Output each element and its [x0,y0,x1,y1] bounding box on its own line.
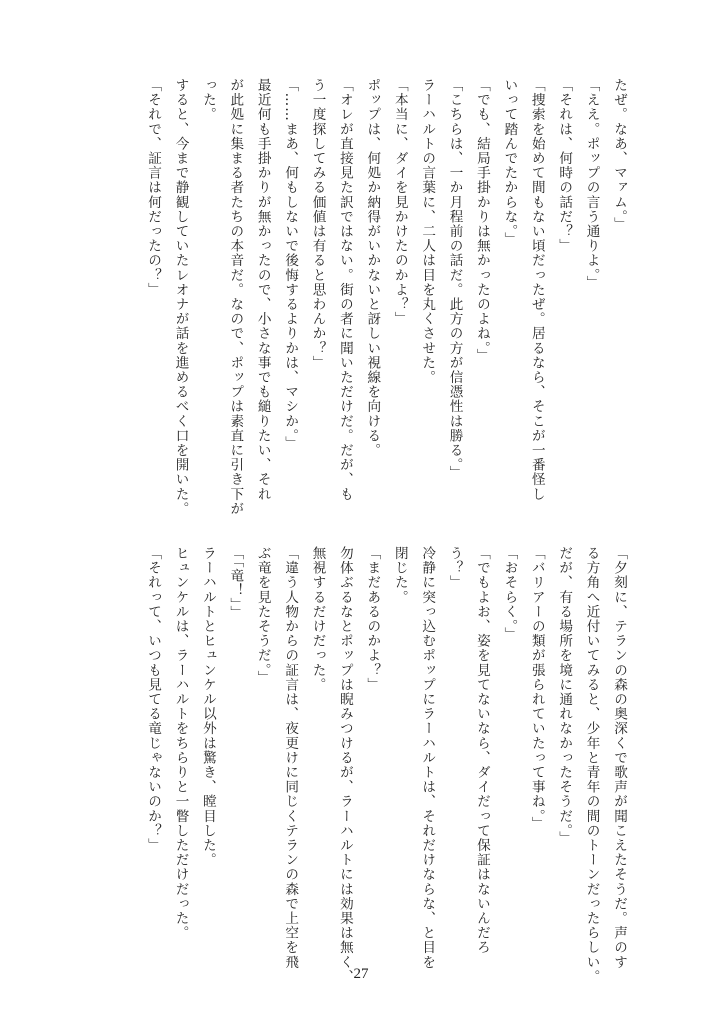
text-line: ぶ竜を見たそうだ。」 [254,546,271,686]
text-line: だが、有る場所を境に通れなかったそうだ。」 [556,546,573,846]
text-line: 「本当に、ダイを見かけたのかよ？」 [391,78,408,327]
text-line: が此処に集まる者たちの本音だ。なので、ポップは素直に引き下が [227,78,244,516]
text-line: 「……まあ、何もしないで後悔するよりかは、マシか。」 [282,78,299,451]
text-line: 「それは、何時の話だ？」 [556,78,573,254]
text-line: 無視するだけだった。 [309,546,326,692]
text-line: ラーハルトとヒュンケル以外は驚き、瞠目した。 [199,546,216,868]
text-block-top [139,78,632,516]
text-line: ラーハルトの言葉に、二人は目を丸くさせた。 [419,78,436,385]
text-line: 「こちらは、一か月程前の話だ。此方の方が信憑性は勝る。」 [446,78,463,480]
text-line: すると、今まで静観していたレオナが話を進めるべく口を開いた。 [172,78,189,516]
text-line: 「夕刻に、テランの森の奥深くで歌声が聞こえたそうだ。声のす [611,546,627,970]
text-line: 「オレが直接見た訳ではない。街の者に聞いただけだ。だが、も [336,78,353,502]
text-line: 「ええ。ポップの言う通りよ。」 [583,78,600,291]
text-line: いって踏んでたからな。」 [501,78,518,247]
text-line: った。 [199,78,216,122]
text-line: ポップは、何処か納得がいかないと訝しい視線を向ける。 [364,78,381,458]
text-line: 勿体ぶるなとポップは睨みつけるが、ラーハルトには効果は無く、 [336,546,353,984]
text-line: 「おそらく。」 [501,546,518,642]
text-line: ヒュンケルは、ラーハルトをちらりと一瞥しただけだった。 [172,546,189,941]
text-line: 閉じた。 [391,546,408,605]
text-line: 「でも、結局手掛かりは無かったのよね。」 [473,78,490,364]
page-number: 27 [353,966,369,982]
text-line: 最近何も手掛かりが無かったので、小さな事でも縋りたい、それ [254,78,271,502]
text-line: 「まだあるのかよ？」 [364,546,381,692]
text-line: 「それって、いつも見てる竜じゃないのか？」 [145,546,162,853]
text-line: う一度探してみる価値は有ると思わんか？」 [309,78,326,370]
text-line: 「それで、証言は何だったの？」 [145,78,162,297]
text-line: 「違う人物からの証言は、夜更けに同じくテランの森で上空を飛 [282,546,299,970]
text-line: たぜ。なあ、マァム。」 [611,78,627,232]
text-line: 冷静に突っ込むポップにラーハルトは、それだけならな、と目を [419,546,436,970]
text-line: 「でもよお、姿を見てないなら、ダイだって保証はないんだろ [473,546,490,955]
text-line: 「バリアーの類が張られていたって事ね。」 [528,546,545,832]
text-line: 「「竜！」」 [227,546,244,620]
text-line: う？」 [446,546,463,590]
text-line: る方角へ近付いてみると、少年と青年の間のトーンだったらしい。 [583,546,600,984]
text-line: 「捜索を始めて間もない頃だったぜ。居るなら、そこが一番怪し [528,78,545,502]
